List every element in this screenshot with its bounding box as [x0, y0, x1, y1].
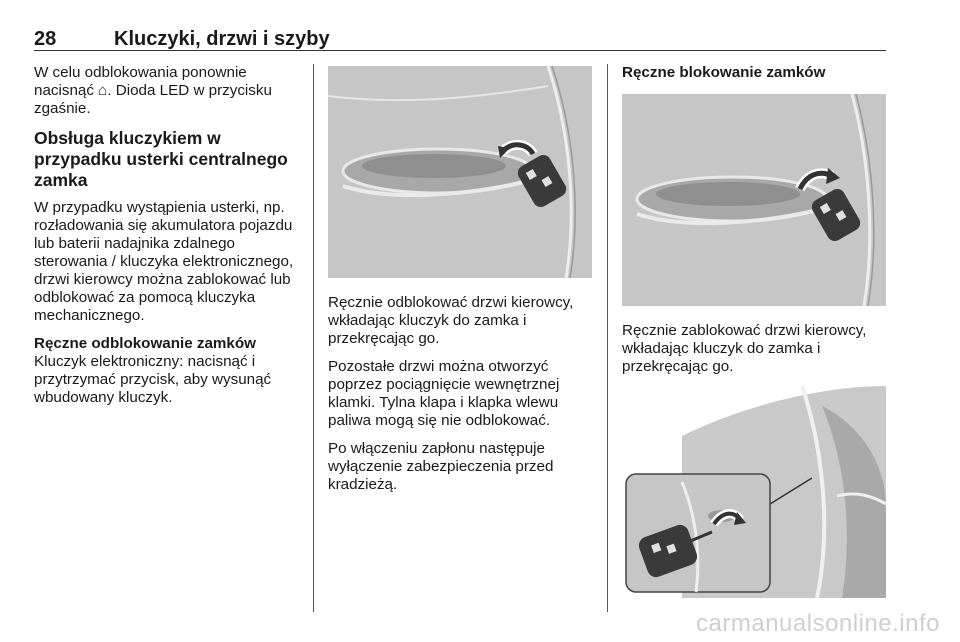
- lock-heading: Ręczne blokowanie zamków: [622, 64, 826, 81]
- column-3: [622, 322, 886, 386]
- chapter-title: Kluczyki, drzwi i szyby: [114, 28, 330, 50]
- section-heading: Obsługa kluczykiem w przypadku usterki centralnego zamka: [34, 128, 288, 190]
- unlock-door-illustration: [328, 66, 592, 278]
- page-number: 28: [34, 28, 57, 50]
- column-3-heading-block: [622, 64, 886, 82]
- intro-paragraph: W celu odblokowania ponownie nacisnąć ⌂. Dioda LED w przycisku zgaśnie.: [34, 64, 272, 117]
- column-1: [34, 64, 304, 417]
- column-divider-2: [607, 64, 608, 612]
- lock-door-illustration: [622, 94, 886, 306]
- column-2: [328, 294, 594, 504]
- watermark: carmanualsonline.info: [696, 610, 940, 637]
- other-doors-paragraph: Pozostałe drzwi można otworzyć poprzez pociągnięcie wewnętrznej klamki. Tylna klapa i klapka wlewu paliwa mogą się nie odblokować.: [328, 358, 560, 429]
- electronic-key-paragraph: Kluczyk elektroniczny: nacisnąć i przytrzymać przycisk, aby wysunąć wbudowany kluczyk.: [34, 353, 272, 406]
- unlock-instruction: Ręcznie odblokować drzwi kierowcy, wkładając kluczyk do zamka i przekręcając go.: [328, 294, 574, 347]
- lock-instruction: Ręcznie zablokować drzwi kierowcy, wkładając kluczyk do zamka i przekręcając go.: [622, 322, 867, 375]
- page-header: [34, 26, 886, 51]
- anti-theft-paragraph: Po włączeniu zapłonu następuje wyłączenie zabezpieczenia przed kradzieżą.: [328, 440, 554, 493]
- unlock-subheading: Ręczne odblokowanie zamków: [34, 335, 256, 352]
- door-open-key-illustration: [622, 386, 886, 598]
- column-divider-1: [313, 64, 314, 612]
- failure-paragraph: W przypadku wystąpienia usterki, np. rozładowania się akumulatora pojazdu lub baterii nadajnika zdalnego sterowania / kluczyka elektronicznego, drzwi kierowcy można zablokować lub odblokować za pomocą kluczyka mechanicznego.: [34, 199, 294, 324]
